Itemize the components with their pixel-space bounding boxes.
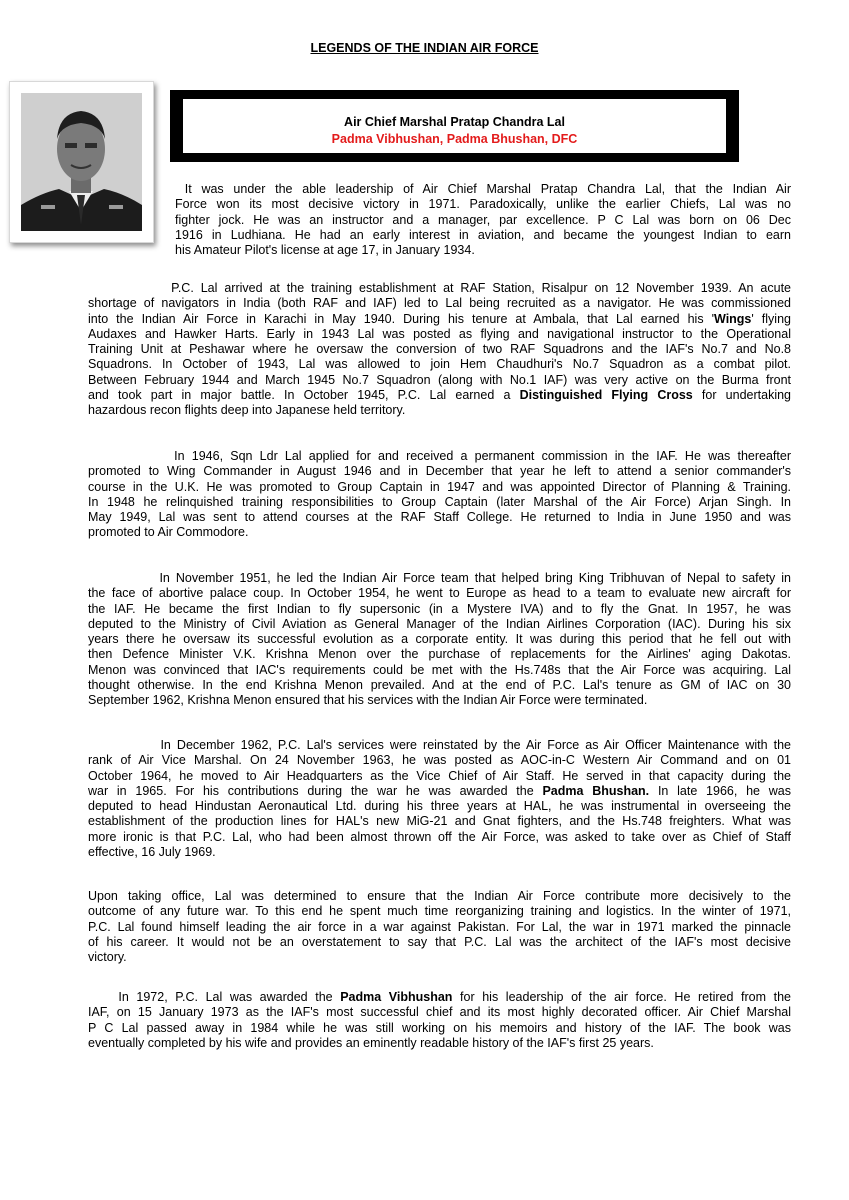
- text-line: P.C. Lal arrived at the training establishment at RAF Station, Risalpur on 12 November 1939. An acute: [88, 281, 791, 295]
- text-line: and took part in major battle. In October 1945, P.C. Lal earned a Distinguished Flying Cross for undertaking: [88, 388, 791, 403]
- text-line: In December 1962, P.C. Lal's services were reinstated by the Air Force as Air Officer Maintenance with the: [88, 738, 791, 752]
- bold-term: Padma Bhushan.: [542, 783, 650, 798]
- paragraph-retirement: [88, 990, 791, 1051]
- paragraph-iac-tenure: [88, 571, 791, 709]
- text-line: establishment of the production lines for HAL's new MiG-21 and Gnat fighters, and the Hs.748 freighters. What was: [88, 814, 791, 829]
- text-line: It was under the able leadership of Air Chief Marshal Pratap Chandra Lal, that the Indian Air: [175, 182, 791, 196]
- text-line: fighter jock. He was an instructor and a manager, par excellence. P C Lal was born on 06 Dec: [175, 212, 791, 227]
- bold-term: Wings: [714, 311, 752, 326]
- text-line: shortage of navigators in India (both RAF and IAF) led to Lal being recruited as a navigator. He was commissioned: [88, 296, 791, 311]
- text-line: Menon was convinced that IAC's requirements could be met with the Hs.748s that the Air Force was acquiring. Lal: [88, 662, 791, 677]
- text-line: into the Indian Air Force in Karachi in May 1940. During his tenure at Ambala, that Lal earned his 'Wings' flying: [88, 311, 791, 326]
- text-line: Force won its most decisive victory in 1971. Paradoxically, unlike the earlier Chiefs, Lal was no: [175, 197, 791, 212]
- header-box: [170, 90, 739, 162]
- paragraph-early-career: [88, 281, 791, 419]
- text-line: IAF, on 15 January 1973 as the IAF's most successful chief and its most highly decorated officer. Air Chief Marshal: [88, 1005, 791, 1020]
- text-line: war in 1965. For his contributions during the war he was awarded the Padma Bhushan. In late 1966, he was: [88, 783, 791, 798]
- paragraph-1971-war: [88, 889, 791, 965]
- paragraph-post-war: [88, 449, 791, 541]
- text-line: Squadrons. In October of 1943, Lal was allowed to join Hem Chaudhuri's No.7 Squadron as a combat pilot.: [88, 357, 791, 372]
- text-line: promoted to Wing Commander in August 1946 and in December that year he left to attend a senior commander's: [88, 464, 791, 479]
- text-line: course in the U.K. He was promoted to Group Captain in 1947 and was appointed Director of Planning & Training.: [88, 479, 791, 494]
- paragraph-reinstatement: [88, 738, 791, 860]
- text-line: In November 1951, he led the Indian Air Force team that helped bring King Tribhuvan of Nepal to safety in: [88, 571, 791, 585]
- text-line: promoted to Air Commodore.: [88, 525, 249, 540]
- text-line: more ironic is that P.C. Lal, who had been almost thrown off the Air Force, was asked to take over as Chief of Staff: [88, 829, 791, 844]
- text-line: the face of abortive palace coup. In October 1954, he went to Europe as head to a team to evaluate new aircraft for: [88, 586, 791, 601]
- portrait-frame: [9, 81, 154, 243]
- text-line: P C Lal passed away in 1984 while he was still working on his memoirs and history of the IAF. The book was: [88, 1020, 791, 1035]
- text-line: In 1972, P.C. Lal was awarded the Padma Vibhushan for his leadership of the air force. He retired from the: [88, 990, 791, 1004]
- text-line: outcome of any future war. To this end he spent much time reorganizing training and logistics. In the winter of 1971,: [88, 904, 791, 919]
- portrait-photo-icon: [21, 93, 142, 231]
- officer-name: Air Chief Marshal Pratap Chandra Lal: [344, 115, 565, 129]
- text-line: Upon taking office, Lal was determined to ensure that the Indian Air Force contribute more decisively to the: [88, 889, 791, 903]
- text-line: Between February 1944 and March 1945 No.7 Squadron (along with No.1 IAF) was very active on the Burma front: [88, 372, 791, 387]
- text-line: then Defence Minister V.K. Krishna Menon over the purchase of replacements for the Airlines' aging Dakotas.: [88, 647, 791, 662]
- officer-honours: Padma Vibhushan, Padma Bhushan, DFC: [331, 132, 578, 146]
- text-line: thought otherwise. In the end Krishna Menon prevailed. And at the end of P.C. Lal's tenure as GM of IAC on 30: [88, 678, 791, 693]
- text-line: years there he oversaw its successful evolution as a corporate entity. It was during this period that he fell out with: [88, 632, 791, 647]
- header-box-inner: [182, 98, 727, 154]
- bold-term: Padma Vibhushan: [340, 990, 453, 1004]
- text-line: September 1962, Krishna Menon ensured that his services with the Indian Air Force were terminated.: [88, 693, 648, 708]
- text-line: hazardous recon flights deep into Japanese held territory.: [88, 403, 406, 418]
- text-line: May 1949, Lal was sent to attend courses at the RAF Staff College. He returned to India in June 1950 and was: [88, 510, 791, 525]
- text-line: his Amateur Pilot's license at age 17, in January 1934.: [175, 243, 475, 258]
- text-line: In 1946, Sqn Ldr Lal applied for and received a permanent commission in the IAF. He was thereafter: [88, 449, 791, 463]
- text-line: 1916 in Ludhiana. He had an early interest in aviation, and became the youngest Indian to earn: [175, 227, 791, 242]
- text-line: deputed to the Ministry of Civil Aviation as General Manager of the Indian Airlines Corporation (IAC). During his six: [88, 616, 791, 631]
- text-line: eventually completed by his wife and provides an eminently readable history of the IAF's first 25 years.: [88, 1035, 654, 1050]
- text-line: the IAF. He became the first Indian to fly supersonic (in a Mystere IVA) and to fly the Gnat. In 1957, he was: [88, 601, 791, 616]
- text-line: rank of Air Vice Marshal. On 24 November 1963, he was posted as AOC-in-C Western Air Command and on 01: [88, 753, 791, 768]
- bold-term: Distinguished Flying Cross: [519, 388, 693, 403]
- text-line: victory.: [88, 950, 127, 965]
- text-line: P.C. Lal found himself leading the air force in a war against Pakistan. For Lal, the war in 1971 marked the pinnacle: [88, 919, 791, 934]
- text-line: effective, 16 July 1969.: [88, 845, 216, 860]
- text-line: deputed to head Hindustan Aeronautical Ltd. during his three years at HAL, he was instrumental in overseeing the: [88, 799, 791, 814]
- page-title: LEGENDS OF THE INDIAN AIR FORCE: [310, 41, 539, 55]
- text-line: October 1964, he moved to Air Headquarters as the Vice Chief of Air Staff. He served in that capacity during the: [88, 768, 791, 783]
- text-line: Audaxes and Hawker Harts. Early in 1943 Lal was posted as flying and navigational instructor to the Operational: [88, 326, 791, 341]
- text-line: of his career. It would not be an overstatement to say that P.C. Lal was the architect of the IAF's most decisive: [88, 934, 791, 949]
- text-line: In 1948 he relinquished training responsibilities to Group Captain (later Marshal of the Air Force) Arjan Singh. In: [88, 494, 791, 509]
- paragraph-intro: [175, 182, 791, 258]
- text-line: Training Unit at Peshawar where he oversaw the conversion of two RAF Squadrons and the IAF's No.7 and No.8: [88, 342, 791, 357]
